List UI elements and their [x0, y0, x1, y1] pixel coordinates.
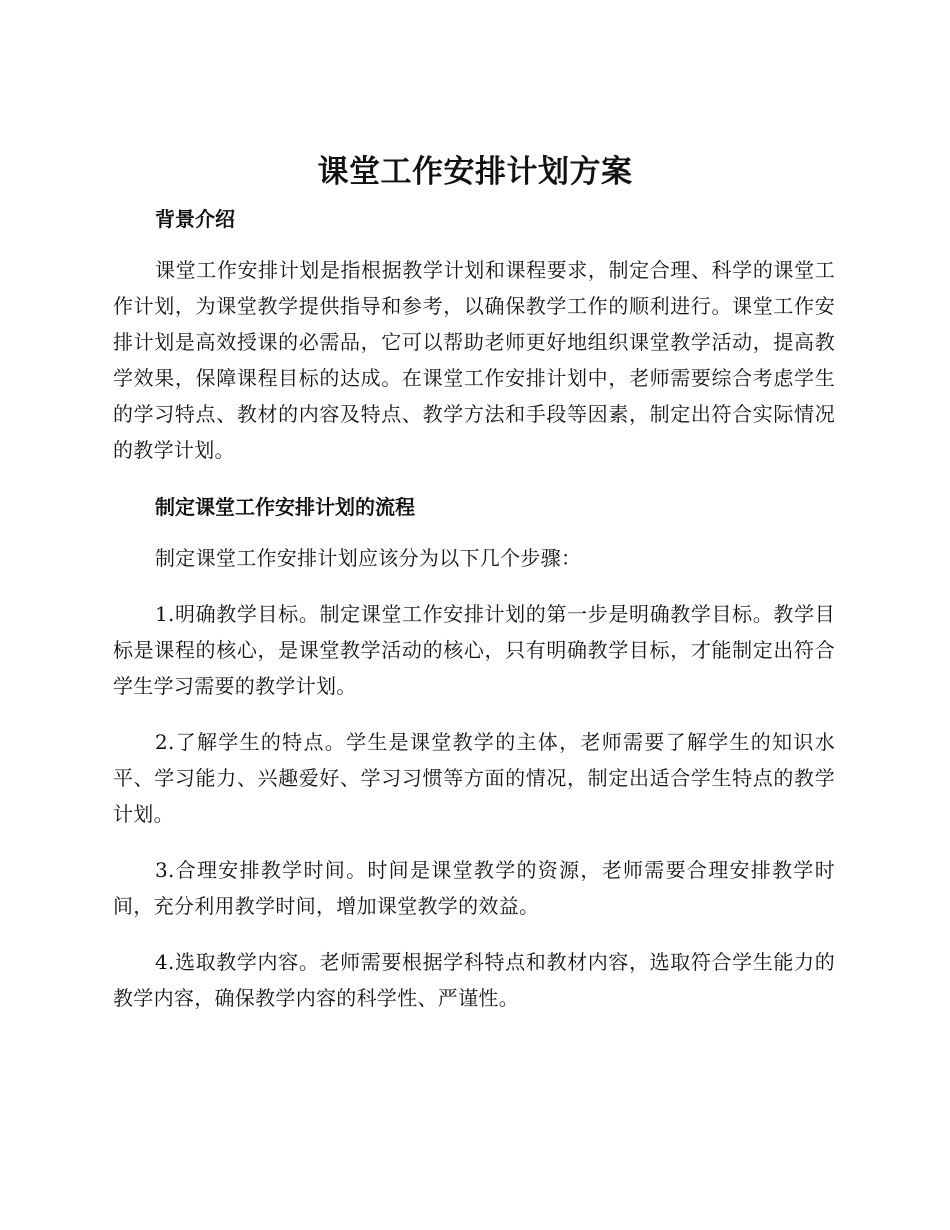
step-paragraph: 3.合理安排教学时间。时间是课堂教学的资源，老师需要合理安排教学时间，充分利用教学时间，增加课堂教学的效益。 — [113, 858, 835, 918]
background-paragraph: 课堂工作安排计划是指根据教学计划和课程要求，制定合理、科学的课堂工作计划，为课堂教学提供指导和参考，以确保教学工作的顺利进行。课堂工作安排计划是高效授课的必需品，它可以帮助老师更好地组织课堂教学活动，提高教学效果，保障课程目标的达成。在课堂工作安排计划中，老师需要综合考虑学生的学习特点、教材的内容及特点、教学方法和手段等因素，制定出符合实际情况的教学计划。 — [113, 258, 835, 462]
document-body — [113, 200, 835, 1016]
process-intro-paragraph: 制定课堂工作安排计划应该分为以下几个步骤： — [155, 546, 582, 570]
document-title: 课堂工作安排计划方案 — [317, 154, 633, 190]
step-paragraph: 1.明确教学目标。制定课堂工作安排计划的第一步是明确教学目标。教学目标是课程的核心，是课堂教学活动的核心，只有明确教学目标，才能制定出符合学生学习需要的教学计划。 — [113, 602, 835, 698]
section-heading-process: 制定课堂工作安排计划的流程 — [155, 495, 415, 519]
section-heading-background: 背景介绍 — [155, 207, 235, 231]
step-paragraph: 4.选取教学内容。老师需要根据学科特点和教材内容，选取符合学生能力的教学内容，确保教学内容的科学性、严谨性。 — [113, 950, 835, 1010]
step-paragraph: 2.了解学生的特点。学生是课堂教学的主体，老师需要了解学生的知识水平、学习能力、兴趣爱好、学习习惯等方面的情况，制定出适合学生特点的教学计划。 — [113, 730, 835, 826]
